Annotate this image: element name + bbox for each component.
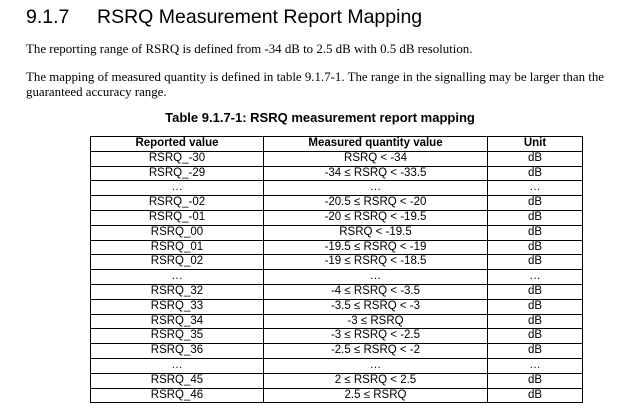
cell-measured-quantity: 2 ≤ RSRQ < 2.5 (264, 373, 488, 388)
cell-measured-quantity: 2.5 ≤ RSRQ (264, 388, 488, 403)
table-row (91, 270, 583, 285)
cell-reported-value: RSRQ_35 (91, 329, 264, 344)
cell-unit: dB (488, 210, 583, 225)
cell-unit: … (488, 181, 583, 196)
cell-measured-quantity: -19.5 ≤ RSRQ < -19 (264, 240, 488, 255)
cell-unit: … (488, 358, 583, 373)
header-reported-value: Reported value (91, 137, 264, 152)
cell-unit: dB (488, 284, 583, 299)
table-row (91, 299, 583, 314)
cell-unit: dB (488, 329, 583, 344)
table-row (91, 225, 583, 240)
table-row (91, 240, 583, 255)
section-number: 9.1.7 (26, 6, 70, 28)
paragraph-mapping-definition: The mapping of measured quantity is defined in table 9.1.7-1. The range in the signalling may be larger than the guaranteed accuracy range. (26, 70, 605, 99)
cell-reported-value: … (91, 270, 264, 285)
cell-reported-value: RSRQ_46 (91, 388, 264, 403)
cell-measured-quantity: -20 ≤ RSRQ < -19.5 (264, 210, 488, 225)
rsrq-mapping-table (90, 136, 583, 403)
cell-unit: dB (488, 196, 583, 211)
cell-unit: dB (488, 299, 583, 314)
cell-reported-value: RSRQ_32 (91, 284, 264, 299)
table-row (91, 329, 583, 344)
cell-unit: dB (488, 344, 583, 359)
table-header-row (91, 137, 583, 152)
paragraph-reporting-range: The reporting range of RSRQ is defined from -34 dB to 2.5 dB with 0.5 dB resolution. (26, 42, 473, 56)
table-row (91, 181, 583, 196)
cell-reported-value: RSRQ_34 (91, 314, 264, 329)
cell-reported-value: RSRQ_36 (91, 344, 264, 359)
cell-unit: dB (488, 151, 583, 166)
cell-reported-value: RSRQ_33 (91, 299, 264, 314)
cell-reported-value: … (91, 358, 264, 373)
table-row (91, 210, 583, 225)
table-row (91, 344, 583, 359)
cell-measured-quantity: -2.5 ≤ RSRQ < -2 (264, 344, 488, 359)
table-row (91, 284, 583, 299)
cell-measured-quantity: -19 ≤ RSRQ < -18.5 (264, 255, 488, 270)
cell-unit: dB (488, 225, 583, 240)
header-measured-quantity: Measured quantity value (264, 137, 488, 152)
cell-measured-quantity: -3 ≤ RSRQ < -2.5 (264, 329, 488, 344)
cell-measured-quantity: … (264, 270, 488, 285)
table-row (91, 196, 583, 211)
cell-reported-value: RSRQ_-30 (91, 151, 264, 166)
cell-measured-quantity: … (264, 358, 488, 373)
cell-reported-value: RSRQ_45 (91, 373, 264, 388)
cell-unit: dB (488, 166, 583, 181)
cell-measured-quantity: -20.5 ≤ RSRQ < -20 (264, 196, 488, 211)
table-caption: Table 9.1.7-1: RSRQ measurement report mapping (165, 110, 475, 125)
cell-measured-quantity: -34 ≤ RSRQ < -33.5 (264, 166, 488, 181)
cell-reported-value: RSRQ_-29 (91, 166, 264, 181)
section-heading (26, 6, 422, 29)
table-body (91, 151, 583, 403)
cell-measured-quantity: -3 ≤ RSRQ (264, 314, 488, 329)
cell-unit: dB (488, 255, 583, 270)
table-row (91, 166, 583, 181)
section-title: RSRQ Measurement Report Mapping (97, 6, 423, 28)
cell-reported-value: RSRQ_-01 (91, 210, 264, 225)
cell-measured-quantity: -4 ≤ RSRQ < -3.5 (264, 284, 488, 299)
table-row (91, 314, 583, 329)
cell-reported-value: RSRQ_01 (91, 240, 264, 255)
cell-reported-value: RSRQ_02 (91, 255, 264, 270)
cell-reported-value: … (91, 181, 264, 196)
cell-unit: dB (488, 388, 583, 403)
cell-unit: dB (488, 240, 583, 255)
cell-measured-quantity: … (264, 181, 488, 196)
cell-unit: dB (488, 314, 583, 329)
cell-measured-quantity: -3.5 ≤ RSRQ < -3 (264, 299, 488, 314)
header-unit: Unit (488, 137, 583, 152)
table-row (91, 388, 583, 403)
table-row (91, 255, 583, 270)
cell-reported-value: RSRQ_-02 (91, 196, 264, 211)
cell-measured-quantity: RSRQ < -34 (264, 151, 488, 166)
table-row (91, 151, 583, 166)
table-row (91, 373, 583, 388)
cell-unit: dB (488, 373, 583, 388)
cell-reported-value: RSRQ_00 (91, 225, 264, 240)
cell-measured-quantity: RSRQ < -19.5 (264, 225, 488, 240)
cell-unit: … (488, 270, 583, 285)
table-row (91, 358, 583, 373)
